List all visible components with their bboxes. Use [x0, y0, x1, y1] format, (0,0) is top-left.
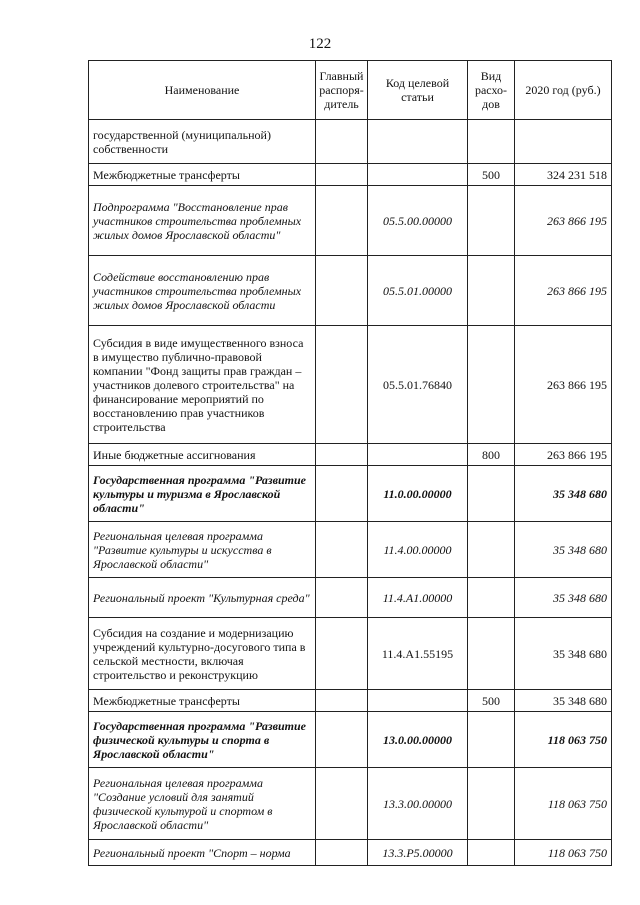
cell-kind	[468, 186, 515, 256]
cell-amount: 35 348 680	[515, 522, 612, 578]
table-header-row	[89, 61, 612, 120]
page-number: 122	[308, 36, 332, 52]
cell-amount: 263 866 195	[515, 326, 612, 444]
cell-kind	[468, 326, 515, 444]
table-row	[89, 522, 612, 578]
cell-amount	[515, 120, 612, 164]
cell-code	[368, 120, 468, 164]
cell-kind	[468, 578, 515, 618]
cell-manager	[316, 256, 368, 326]
table-row	[89, 164, 612, 186]
cell-manager	[316, 444, 368, 466]
cell-name: государственной (муниципальной) собственности	[89, 120, 316, 164]
cell-manager	[316, 186, 368, 256]
cell-manager	[316, 522, 368, 578]
cell-code	[368, 164, 468, 186]
cell-name: Государственная программа "Развитие культуры и туризма в Ярославской области"	[89, 466, 316, 522]
cell-name: Государственная программа "Развитие физической культуры и спорта в Ярославской области"	[89, 712, 316, 768]
cell-manager	[316, 164, 368, 186]
cell-amount: 263 866 195	[515, 256, 612, 326]
cell-name: Подпрограмма "Восстановление прав участников строительства проблемных жилых домов Ярославской области"	[89, 186, 316, 256]
header-code: Код целевой статьи	[368, 61, 468, 120]
cell-code: 05.5.00.00000	[368, 186, 468, 256]
cell-code: 13.3.P5.00000	[368, 840, 468, 866]
cell-name: Содействие восстановлению прав участников строительства проблемных жилых домов Ярославской области	[89, 256, 316, 326]
header-manager: Главный распоря-дитель	[316, 61, 368, 120]
cell-amount: 35 348 680	[515, 690, 612, 712]
cell-amount: 118 063 750	[515, 768, 612, 840]
cell-amount: 35 348 680	[515, 466, 612, 522]
cell-name: Межбюджетные трансферты	[89, 690, 316, 712]
cell-code: 05.5.01.76840	[368, 326, 468, 444]
cell-name: Межбюджетные трансферты	[89, 164, 316, 186]
cell-manager	[316, 578, 368, 618]
cell-name: Региональная целевая программа "Создание условий для занятий физической культурой и спортом в Ярославской области"	[89, 768, 316, 840]
table-row	[89, 768, 612, 840]
table-row	[89, 326, 612, 444]
cell-manager	[316, 690, 368, 712]
cell-kind	[468, 712, 515, 768]
table-row	[89, 466, 612, 522]
budget-table	[88, 60, 612, 866]
header-kind: Вид расхо-дов	[468, 61, 515, 120]
cell-kind: 800	[468, 444, 515, 466]
cell-code: 11.4.A1.00000	[368, 578, 468, 618]
cell-amount: 35 348 680	[515, 618, 612, 690]
cell-amount: 118 063 750	[515, 712, 612, 768]
cell-kind	[468, 120, 515, 164]
table-row	[89, 120, 612, 164]
table-row	[89, 444, 612, 466]
cell-kind: 500	[468, 164, 515, 186]
cell-code: 13.0.00.00000	[368, 712, 468, 768]
cell-kind	[468, 768, 515, 840]
header-amount: 2020 год (руб.)	[515, 61, 612, 120]
cell-amount: 263 866 195	[515, 186, 612, 256]
cell-amount: 324 231 518	[515, 164, 612, 186]
cell-code: 11.4.A1.55195	[368, 618, 468, 690]
header-name: Наименование	[89, 61, 316, 120]
cell-name: Иные бюджетные ассигнования	[89, 444, 316, 466]
table-row	[89, 618, 612, 690]
table-row	[89, 690, 612, 712]
cell-manager	[316, 120, 368, 164]
table-row	[89, 840, 612, 866]
table-row	[89, 256, 612, 326]
cell-name: Региональный проект "Спорт – норма	[89, 840, 316, 866]
cell-code: 11.0.00.00000	[368, 466, 468, 522]
cell-manager	[316, 466, 368, 522]
cell-code	[368, 690, 468, 712]
table-row	[89, 712, 612, 768]
cell-manager	[316, 326, 368, 444]
table-row	[89, 186, 612, 256]
cell-kind	[468, 840, 515, 866]
cell-kind: 500	[468, 690, 515, 712]
cell-code: 13.3.00.00000	[368, 768, 468, 840]
cell-name: Региональная целевая программа "Развитие культуры и искусства в Ярославской области"	[89, 522, 316, 578]
cell-code: 11.4.00.00000	[368, 522, 468, 578]
cell-manager	[316, 768, 368, 840]
cell-kind	[468, 522, 515, 578]
cell-amount: 118 063 750	[515, 840, 612, 866]
cell-code	[368, 444, 468, 466]
cell-name: Субсидия на создание и модернизацию учреждений культурно-досугового типа в сельской местности, включая строительство и реконструкцию	[89, 618, 316, 690]
cell-manager	[316, 840, 368, 866]
table-row	[89, 578, 612, 618]
cell-name: Региональный проект "Культурная среда"	[89, 578, 316, 618]
cell-manager	[316, 712, 368, 768]
cell-amount: 263 866 195	[515, 444, 612, 466]
cell-kind	[468, 256, 515, 326]
cell-kind	[468, 466, 515, 522]
cell-manager	[316, 618, 368, 690]
cell-code: 05.5.01.00000	[368, 256, 468, 326]
cell-amount: 35 348 680	[515, 578, 612, 618]
cell-name: Субсидия в виде имущественного взноса в имущество публично-правовой компании "Фонд защиты прав граждан – участников долевого строительства" на финансирование мероприятий по восстановлению прав участников строительства	[89, 326, 316, 444]
cell-kind	[468, 618, 515, 690]
